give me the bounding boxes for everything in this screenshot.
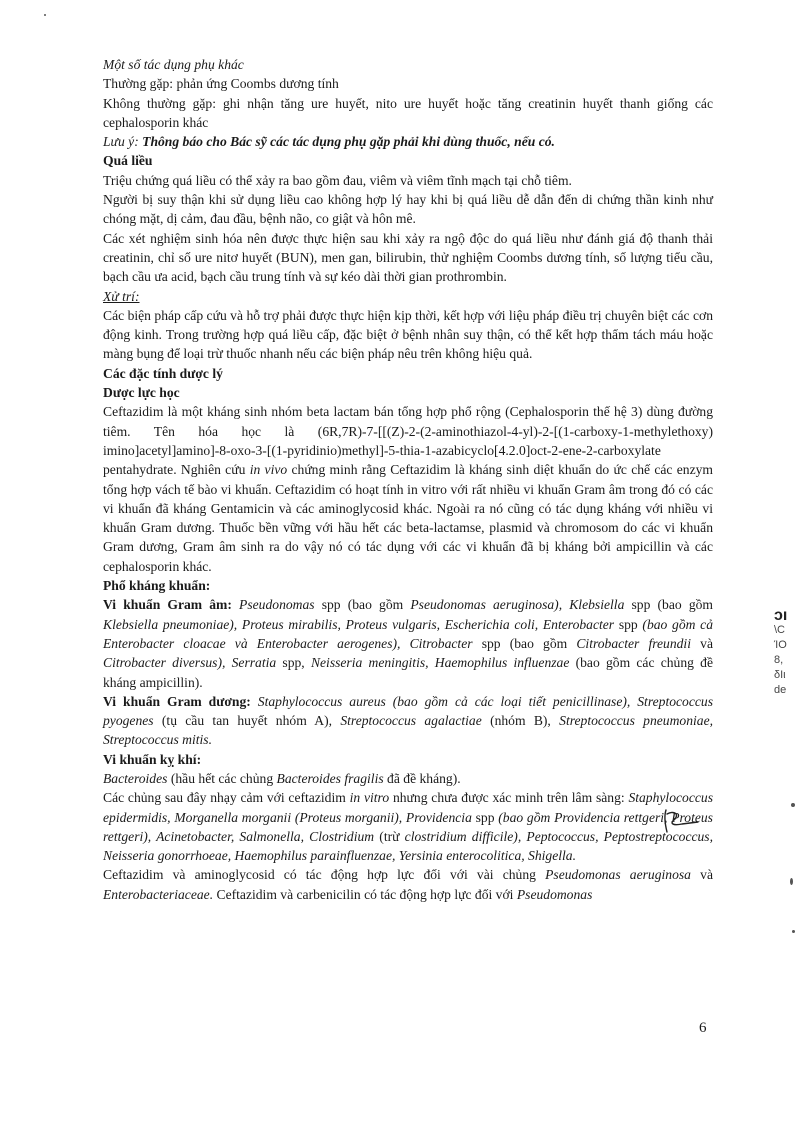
sens-2: in vitro [349,790,390,806]
scan-speck [791,803,795,807]
scan-speck [790,878,793,885]
pharmacodynamics-heading: Dược lực học [103,385,180,401]
note [103,132,713,151]
margin-fragment-line: δΙι [774,669,786,681]
pd-text-2: chứng minh rằng Ceftazidim là kháng sinh diệt khuẩn do ức chế các enzym tổng hợp vách tế bào vi khuẩn. Ceftazidim có hoạt tính in vitro với rất nhiều vi khuẩn Gram âm trong đó có các vi khuẩn đã kháng Gentamicin và các aminoglycosid khác. Ngoài ra nó cũng có tác dụng kháng với nhiều vi khuẩn Gram dương. Thuốc bền vững với hầu hết các beta-lactamse, plasmid và chromosom do các vi khuẩn Gram dương, Gram âm sinh ra do vậy nó có tác dụng với các vi khuẩn đã bị kháng bởi ampicillin và các cephalosporin khác. [103,462,713,574]
anaerobe-3: Bacteroides fragilis [276,770,384,786]
anaerobe-2: (hầu hết các chủng [170,770,274,786]
syn-2: Pseudomonas aeruginosa [545,867,691,883]
gneg-10: Citrobacter freundii [576,635,691,651]
sensitive-strains-paragraph [103,788,713,865]
gneg-15: (bao gồm các chủng đề kháng ampicillin). [103,655,713,690]
margin-fragment-line: ɔı [774,607,788,624]
gpos-2: (tụ cầu tan huyết nhóm A), [161,713,333,729]
note-label: Lưu ý: [103,134,139,150]
sens-1: Các chủng sau đây nhạy cảm với ceftazidim [103,790,346,806]
scan-speck [792,930,795,933]
note-text: Thông báo cho Bác sỹ các tác dụng phụ gặp phải khi dùng thuốc, nếu có. [142,134,555,150]
gram-positive-label: Vi khuẩn Gram dương: [103,693,251,709]
anaerobe-1: Bacteroides [103,770,168,786]
uncommon-effects: Không thường gặp: ghi nhận tăng ure huyết, nito ure huyết hoặc tăng creatinin huyết thanh giống các cephalosporin khác [103,95,713,130]
gram-negative-label: Vi khuẩn Gram âm: [103,597,232,613]
gneg-11: và [700,635,713,651]
gneg-1: Pseudonomas [239,597,315,613]
gneg-6: Klebsiella pneumoniae), Proteus mirabilis, Proteus vulgaris, Escherichia coli, Enterobacter [103,616,615,632]
pharmacology-heading: Các đặc tính dược lý [103,365,223,381]
common-effects: Thường gặp: phản ứng Coombs dương tính [103,76,339,92]
document-body [103,55,713,904]
gpos-3: Streptococcus agalactiae [340,713,482,729]
side-effects-heading: Một số tác dụng phụ khác [103,57,244,72]
sens-6: (bao gồm Providencia rettgeri, Proteus rettgeri), Acinetobacter, Salmonella, Clostridium [103,809,713,844]
sens-3: nhưng chưa được xác minh trên lâm sàng: [392,790,625,806]
gpos-4: (nhóm B), [490,713,551,729]
pharmacodynamics-paragraph [103,402,713,576]
margin-fragment-line: \C [774,624,785,636]
sens-5: spp [475,809,495,825]
gneg-12: Citrobacter diversus), Serratia [103,655,277,671]
gneg-5: spp (bao gồm [631,597,713,613]
treatment-paragraph: Các biện pháp cấp cứu và hỗ trợ phải được thực hiện kịp thời, kết hợp với liệu pháp điều trị chuyên biệt các cơn động kinh. Trong trường hợp quá liều cấp, đặc biệt ở bệnh nhân suy thận, có thể kết hợp thẩm tách máu hoặc màng bụng để loại trừ thuốc nhanh nếu các biện pháp nêu trên không hiệu quả. [103,307,713,362]
spectrum-heading: Phổ kháng khuẩn: [103,578,211,594]
gneg-8: (bao gồm cả Enterobacter cloacae và Enterobacter aerogenes), Citrobacter [103,616,713,651]
gneg-13: spp, [282,655,305,671]
sens-8: clostridium difficile), Peptococcus, Peptostreptococcus, Neisseria gonorrhoeae, Haemophilus parainfluenzae, Yersinia enterocolitica, Shigella. [103,828,713,864]
treatment-label: Xử trí: [103,288,140,304]
margin-fragment-line: ΊΟ [774,639,787,651]
margin-fragment [774,608,800,698]
signature-mark [658,806,700,836]
gneg-4: Klebsiella [569,597,625,613]
sens-4: Staphylococcus epidermidis, Morganella morganii (Proteus morganii), Providencia [103,790,713,825]
margin-fragment-line: 8, [774,654,784,666]
pd-text-1: Ceftazidim là một kháng sinh nhóm beta lactam bán tổng hợp phổ rộng (Cephalosporin thế hệ 3) dùng đường tiêm. Tên hóa học là (6R,7R)-7-[[(Z)-2-(2-aminothiazol-4-yl)-2-[(1-carboxy-1-methylethoxy) imino]acetyl]amino]-8-oxo-3-[(1-pyridinio)methyl]-5-thia-1-azabicyclo[4.2.0]oct-2-ene-2-carboxylate pentahydrate. Nghiên cứu [103,404,713,478]
synergy-paragraph [103,865,713,904]
gneg-9: spp (bao gồm [481,635,568,651]
gneg-14: Neisseria meningitis, Haemophilus influenzae [310,655,570,671]
anaerobe-heading: Vi khuẩn kỵ khí: [103,751,202,767]
gneg-3: Pseudonomas aeruginosa), [410,597,563,613]
gpos-5: Streptococcus pneumoniae, Streptococcus mitis. [103,713,714,748]
syn-6: Pseudomonas [516,886,593,902]
anaerobe-4: đã đề kháng). [387,770,461,786]
overdose-heading: Quá liều [103,153,153,169]
gram-negative-paragraph [103,595,713,691]
gneg-7: spp [618,616,638,632]
gpos-1: Staphylococcus aureus (bao gồm cả các loại tiết penicillinase), Streptococcus pyogenes [103,693,714,729]
sens-7: (trừ [379,828,400,844]
pd-invivo: in vivo [249,462,288,478]
margin-fragment-line: de [774,684,787,696]
overdose-paragraph-3: Các xét nghiệm sinh hóa nên được thực hiện sau khi xảy ra ngộ độc do quá liều như đánh giá độ thanh thải creatinin, chỉ số ure nitơ huyết (BUN), men gan, bilirubin, thử nghiệm Coombs dương tính, số lượng tiểu cầu, bạch cầu ưa acid, bạch cầu trung tính và sự kéo dài thời gian prothrombin. [103,230,713,285]
anaerobe-paragraph [103,769,713,788]
page-number: 6 [699,1020,707,1036]
syn-1: Ceftazidim và aminoglycosid có tác động hợp lực đối với vài chủng [103,867,536,883]
gneg-2: spp (bao gồm [321,597,404,613]
gram-positive-paragraph [103,692,713,750]
overdose-paragraph-2: Người bị suy thận khi sử dụng liều cao không hợp lý hay khi bị quá liều dễ dẫn đến di chứng thần kinh như chóng mặt, dị cảm, đau đầu, bệnh não, co giật và hôn mê. [103,192,713,227]
syn-3: và [700,867,713,883]
overdose-paragraph-1: Triệu chứng quá liều có thể xảy ra bao gồm đau, viêm và viêm tĩnh mạch tại chỗ tiêm. [103,172,572,188]
scan-speck [44,14,46,16]
syn-4: Enterobacteriaceae. [103,886,214,902]
syn-5: Ceftazidim và carbenicilin có tác động hợp lực đối với [216,886,514,902]
